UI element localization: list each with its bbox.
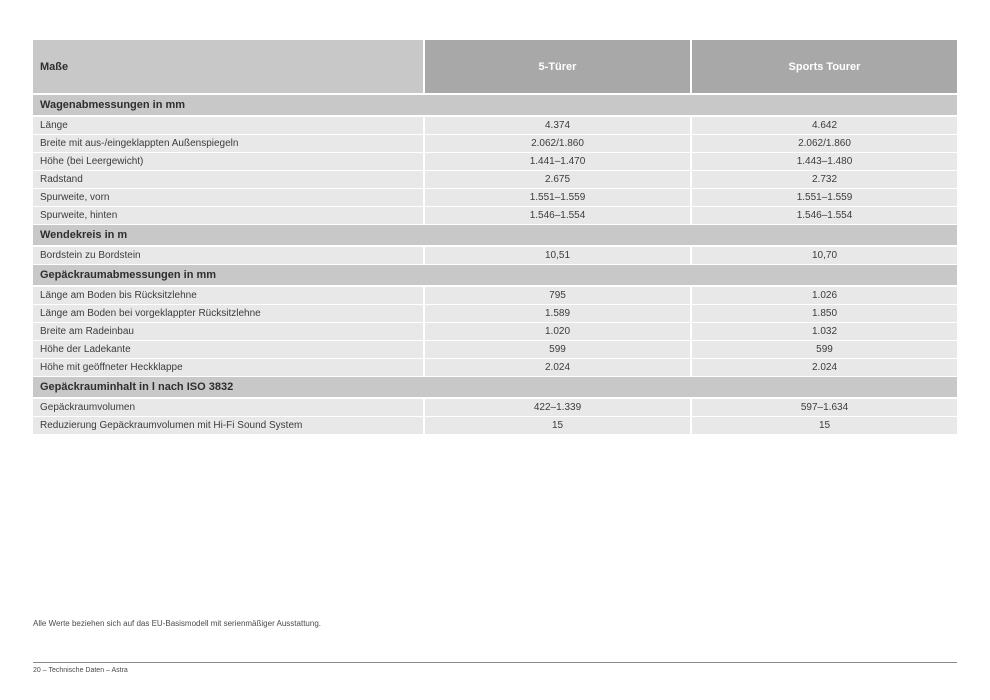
section-header <box>33 225 957 247</box>
row-value-5-door: 422–1.339 <box>423 399 690 416</box>
footer-divider <box>33 662 957 663</box>
row-value-5-door: 2.062/1.860 <box>423 135 690 152</box>
row-label: Länge am Boden bei vorgeklappter Rücksitzlehne <box>33 305 423 322</box>
row-label: Spurweite, hinten <box>33 207 423 224</box>
row-value-sports-tourer: 2.024 <box>690 359 957 376</box>
section-header <box>33 377 957 399</box>
row-label: Spurweite, vorn <box>33 189 423 206</box>
table-row <box>33 359 957 377</box>
row-value-5-door: 1.441–1.470 <box>423 153 690 170</box>
row-value-5-door: 10,51 <box>423 247 690 264</box>
table-row <box>33 417 957 435</box>
dimensions-table <box>33 40 957 435</box>
row-value-5-door: 2.024 <box>423 359 690 376</box>
section-title: Gepäckraumabmessungen in mm <box>40 269 217 281</box>
row-value-sports-tourer: 1.443–1.480 <box>690 153 957 170</box>
row-value-sports-tourer: 15 <box>690 417 957 434</box>
row-label: Breite am Radeinbau <box>33 323 423 340</box>
footnote: Alle Werte beziehen sich auf das EU-Basismodell mit serienmäßiger Ausstattung. <box>33 619 321 628</box>
row-value-sports-tourer: 1.551–1.559 <box>690 189 957 206</box>
header-col-5-door: 5-Türer <box>423 40 690 93</box>
row-label: Radstand <box>33 171 423 188</box>
row-value-5-door: 15 <box>423 417 690 434</box>
header-label: Maße <box>33 40 423 93</box>
row-label: Länge am Boden bis Rücksitzlehne <box>33 287 423 304</box>
section-title: Wendekreis in m <box>40 229 128 241</box>
row-value-sports-tourer: 2.732 <box>690 171 957 188</box>
row-value-sports-tourer: 1.026 <box>690 287 957 304</box>
table-row <box>33 135 957 153</box>
row-value-sports-tourer: 1.032 <box>690 323 957 340</box>
table-header <box>33 40 957 95</box>
row-value-5-door: 795 <box>423 287 690 304</box>
row-value-sports-tourer: 10,70 <box>690 247 957 264</box>
row-label: Breite mit aus-/eingeklappten Außenspiegeln <box>33 135 423 152</box>
row-label: Gepäckraumvolumen <box>33 399 423 416</box>
row-value-sports-tourer: 1.546–1.554 <box>690 207 957 224</box>
row-label: Länge <box>33 117 423 134</box>
row-label: Bordstein zu Bordstein <box>33 247 423 264</box>
row-value-sports-tourer: 2.062/1.860 <box>690 135 957 152</box>
section-title: Wagenabmessungen in mm <box>40 99 186 111</box>
table-row <box>33 207 957 225</box>
row-value-5-door: 1.546–1.554 <box>423 207 690 224</box>
row-label: Höhe mit geöffneter Heckklappe <box>33 359 423 376</box>
table-row <box>33 189 957 207</box>
row-value-5-door: 1.589 <box>423 305 690 322</box>
row-value-5-door: 1.020 <box>423 323 690 340</box>
row-value-5-door: 4.374 <box>423 117 690 134</box>
table-row <box>33 341 957 359</box>
table-row <box>33 247 957 265</box>
row-value-5-door: 1.551–1.559 <box>423 189 690 206</box>
row-value-sports-tourer: 4.642 <box>690 117 957 134</box>
table-row <box>33 171 957 189</box>
header-col-sports-tourer: Sports Tourer <box>690 40 957 93</box>
table-row <box>33 287 957 305</box>
row-value-5-door: 599 <box>423 341 690 358</box>
row-label: Höhe der Ladekante <box>33 341 423 358</box>
table-row <box>33 399 957 417</box>
section-header <box>33 95 957 117</box>
table-row <box>33 153 957 171</box>
table-row <box>33 117 957 135</box>
section-header <box>33 265 957 287</box>
row-value-sports-tourer: 597–1.634 <box>690 399 957 416</box>
page-footer: 20 – Technische Daten – Astra <box>33 667 128 674</box>
row-label: Höhe (bei Leergewicht) <box>33 153 423 170</box>
section-title: Gepäckrauminhalt in l nach ISO 3832 <box>40 381 234 393</box>
table-row <box>33 323 957 341</box>
row-value-5-door: 2.675 <box>423 171 690 188</box>
row-value-sports-tourer: 599 <box>690 341 957 358</box>
table-row <box>33 305 957 323</box>
row-value-sports-tourer: 1.850 <box>690 305 957 322</box>
row-label: Reduzierung Gepäckraumvolumen mit Hi-Fi Sound System <box>33 417 423 434</box>
